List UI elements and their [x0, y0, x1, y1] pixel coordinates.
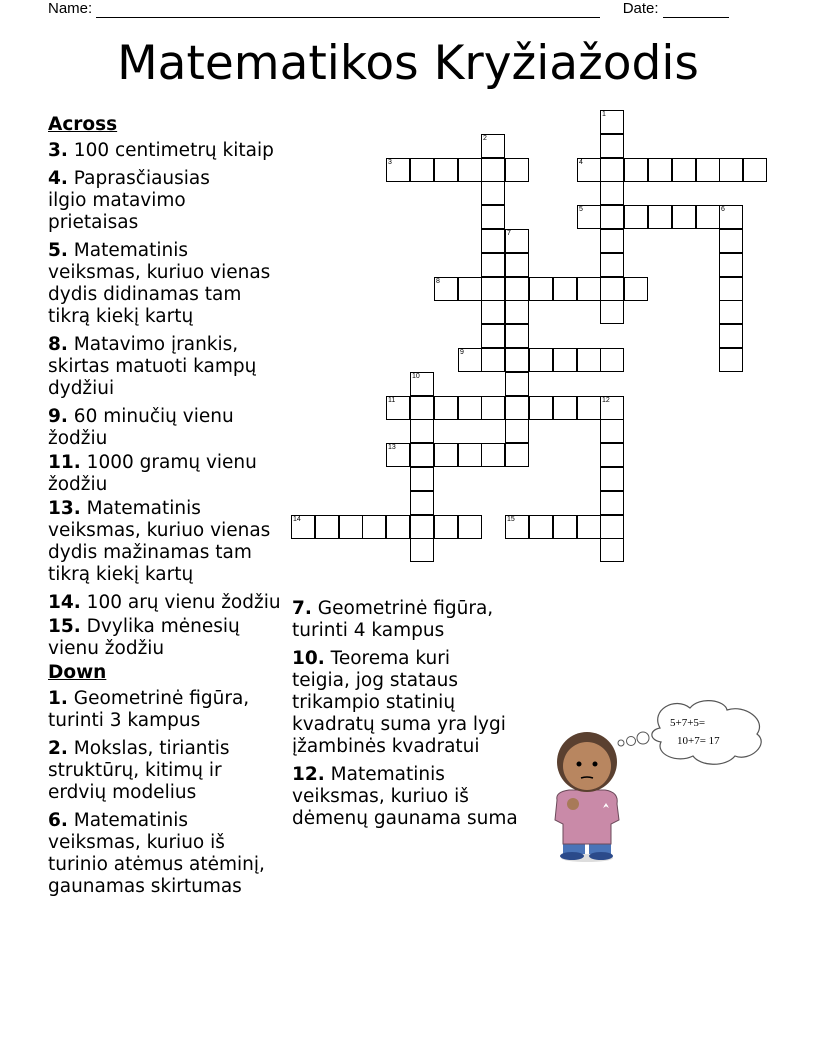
- grid-cell[interactable]: [600, 419, 624, 443]
- grid-cell[interactable]: [410, 396, 434, 420]
- across-heading: Across: [48, 114, 118, 135]
- grid-cell[interactable]: [600, 348, 624, 372]
- clue-number: 5.: [48, 240, 68, 261]
- grid-cell[interactable]: [577, 158, 601, 182]
- grid-cell[interactable]: [481, 300, 505, 324]
- cell-number: 1: [602, 111, 606, 118]
- grid-cell[interactable]: [505, 158, 529, 182]
- clue-text: Matematinis veiksmas, kuriuo vienas dydis didinamas tam tikrą kiekį kartų: [48, 240, 271, 327]
- grid-cell[interactable]: [434, 443, 458, 467]
- grid-cell[interactable]: [458, 277, 482, 301]
- grid-cell[interactable]: [505, 372, 529, 396]
- grid-cell[interactable]: [719, 253, 743, 277]
- clue-text: Dvylika mėnesių vienu žodžiu: [48, 616, 240, 659]
- grid-cell[interactable]: [481, 205, 505, 229]
- grid-cell[interactable]: [481, 348, 505, 372]
- across-clue: [48, 498, 284, 586]
- clue-text: Mokslas, tiriantis struktūrų, kitimų ir erdvių modelius: [48, 738, 230, 803]
- grid-cell[interactable]: [624, 205, 648, 229]
- grid-cell[interactable]: [648, 158, 672, 182]
- down-clue: [48, 738, 284, 804]
- cell-number: 2: [483, 135, 487, 142]
- grid-cell[interactable]: [624, 277, 648, 301]
- grid-cell[interactable]: [719, 277, 743, 301]
- grid-cell[interactable]: [600, 538, 624, 562]
- across-clue: [48, 452, 284, 496]
- grid-cell[interactable]: [719, 348, 743, 372]
- clue-number: 13.: [48, 498, 81, 519]
- cell-number: 15: [507, 516, 515, 523]
- across-clue: [48, 140, 284, 162]
- across-clue: [48, 240, 284, 328]
- down-heading: Down: [48, 662, 107, 683]
- date-label: Date:: [622, 0, 659, 17]
- thinking-child-illustration: [545, 700, 775, 865]
- cell-number: 8: [436, 278, 440, 285]
- date-field[interactable]: [663, 3, 729, 18]
- grid-cell[interactable]: [505, 419, 529, 443]
- grid-cell[interactable]: [434, 277, 458, 301]
- down-clue: [292, 764, 528, 830]
- grid-cell[interactable]: [600, 443, 624, 467]
- grid-cell[interactable]: [529, 348, 553, 372]
- clue-text: Teorema kuri teigia, jog stataus trikampio statinių kvadratų suma yra lygi įžambinės kvadratui: [292, 648, 506, 757]
- grid-cell[interactable]: [481, 229, 505, 253]
- grid-cell[interactable]: [339, 515, 363, 539]
- header: [48, 0, 729, 18]
- grid-cell[interactable]: [434, 396, 458, 420]
- across-clue: [48, 592, 284, 614]
- grid-cell[interactable]: [434, 515, 458, 539]
- grid-cell[interactable]: [600, 396, 624, 420]
- cell-number: 3: [388, 159, 392, 166]
- down-clue: [48, 810, 284, 898]
- bubble-line-1: 5+7+5=: [670, 717, 706, 729]
- page-title: Matematikos Kryžiažodis: [117, 36, 699, 91]
- clues-left-column: [48, 114, 284, 904]
- clue-text: 60 minučių vienu žodžiu: [48, 406, 234, 449]
- grid-cell[interactable]: [481, 158, 505, 182]
- grid-cell[interactable]: [410, 515, 434, 539]
- clue-text: Matavimo įrankis, skirtas matuoti kampų dydžiui: [48, 334, 257, 399]
- cell-number: 12: [602, 397, 610, 404]
- grid-cell[interactable]: [696, 205, 720, 229]
- grid-cell[interactable]: [481, 253, 505, 277]
- clue-number: 6.: [48, 810, 68, 831]
- clue-text: Matematinis veiksmas, kuriuo iš dėmenų gaunama suma: [292, 764, 518, 829]
- grid-cell[interactable]: [505, 229, 529, 253]
- grid-cell[interactable]: [719, 205, 743, 229]
- grid-cell[interactable]: [481, 277, 505, 301]
- grid-cell[interactable]: [600, 110, 624, 134]
- down-clue: [48, 688, 284, 732]
- cell-number: 5: [579, 206, 583, 213]
- grid-cell[interactable]: [481, 181, 505, 205]
- grid-cell[interactable]: [410, 491, 434, 515]
- clues-right-column: [292, 598, 528, 836]
- cell-number: 6: [721, 206, 725, 213]
- grid-cell[interactable]: [600, 515, 624, 539]
- clue-number: 12.: [292, 764, 325, 785]
- grid-cell[interactable]: [505, 324, 529, 348]
- clue-number: 11.: [48, 452, 81, 473]
- clue-number: 3.: [48, 140, 68, 161]
- clue-number: 15.: [48, 616, 81, 637]
- grid-cell[interactable]: [553, 396, 577, 420]
- clue-number: 10.: [292, 648, 325, 669]
- grid-cell[interactable]: [553, 277, 577, 301]
- thought-bubble: [618, 701, 761, 765]
- clue-text: 100 centimetrų kitaip: [73, 140, 274, 161]
- grid-cell[interactable]: [410, 443, 434, 467]
- grid-cell[interactable]: [719, 324, 743, 348]
- clue-number: 8.: [48, 334, 68, 355]
- grid-cell[interactable]: [600, 205, 624, 229]
- grid-cell[interactable]: [410, 158, 434, 182]
- grid-cell[interactable]: [434, 158, 458, 182]
- grid-cell[interactable]: [458, 348, 482, 372]
- grid-cell[interactable]: [481, 134, 505, 158]
- down-clue: [292, 598, 528, 642]
- grid-cell[interactable]: [505, 253, 529, 277]
- clue-text: Paprasčiausias ilgio matavimo prietaisas: [48, 168, 210, 233]
- grid-cell[interactable]: [600, 253, 624, 277]
- grid-cell[interactable]: [410, 467, 434, 491]
- grid-cell[interactable]: [386, 515, 410, 539]
- grid-cell[interactable]: [410, 372, 434, 396]
- name-label: Name:: [48, 0, 93, 17]
- grid-cell[interactable]: [719, 158, 743, 182]
- grid-cell[interactable]: [505, 277, 529, 301]
- across-clue: [48, 406, 284, 450]
- grid-cell[interactable]: [410, 538, 434, 562]
- across-clue: [48, 334, 284, 400]
- grid-cell[interactable]: [719, 300, 743, 324]
- cell-number: 10: [412, 373, 420, 380]
- grid-cell[interactable]: [577, 396, 601, 420]
- grid-cell[interactable]: [386, 158, 410, 182]
- grid-cell[interactable]: [577, 277, 601, 301]
- grid-cell[interactable]: [553, 348, 577, 372]
- clue-text: Matematinis veiksmas, kuriuo iš turinio atėmus atėminį, gaunamas skirtumas: [48, 810, 265, 897]
- grid-cell[interactable]: [315, 515, 339, 539]
- grid-cell[interactable]: [386, 443, 410, 467]
- grid-cell[interactable]: [505, 443, 529, 467]
- clue-number: 9.: [48, 406, 68, 427]
- grid-cell[interactable]: [458, 396, 482, 420]
- grid-cell[interactable]: [481, 324, 505, 348]
- grid-cell[interactable]: [648, 205, 672, 229]
- cell-number: 7: [507, 230, 511, 237]
- grid-cell[interactable]: [600, 229, 624, 253]
- grid-cell[interactable]: [600, 158, 624, 182]
- clue-number: 2.: [48, 738, 68, 759]
- across-clue: [48, 168, 223, 234]
- grid-cell[interactable]: [458, 515, 482, 539]
- cell-number: 9: [460, 349, 464, 356]
- grid-cell[interactable]: [743, 158, 767, 182]
- grid-cell[interactable]: [672, 205, 696, 229]
- grid-cell[interactable]: [291, 515, 315, 539]
- grid-cell[interactable]: [672, 158, 696, 182]
- grid-cell[interactable]: [600, 277, 624, 301]
- grid-cell[interactable]: [624, 158, 648, 182]
- clue-number: 4.: [48, 168, 68, 189]
- across-clue: [48, 616, 284, 660]
- grid-cell[interactable]: [505, 300, 529, 324]
- grid-cell[interactable]: [505, 348, 529, 372]
- grid-cell[interactable]: [600, 491, 624, 515]
- clue-text: 100 arų vienu žodžiu: [86, 592, 281, 613]
- clue-text: 1000 gramų vienu žodžiu: [48, 452, 257, 495]
- grid-cell[interactable]: [696, 158, 720, 182]
- grid-cell[interactable]: [362, 515, 386, 539]
- grid-cell[interactable]: [600, 134, 624, 158]
- grid-cell[interactable]: [505, 396, 529, 420]
- grid-cell[interactable]: [600, 181, 624, 205]
- grid-cell[interactable]: [505, 515, 529, 539]
- clue-text: Geometrinė figūra, turinti 4 kampus: [292, 598, 494, 641]
- child-figure: [555, 732, 619, 862]
- grid-cell[interactable]: [577, 515, 601, 539]
- grid-cell[interactable]: [600, 300, 624, 324]
- bubble-line-2: 10+7= 17: [677, 735, 720, 747]
- clue-text: Geometrinė figūra, turinti 3 kampus: [48, 688, 250, 731]
- grid-cell[interactable]: [600, 467, 624, 491]
- clue-number: 7.: [292, 598, 312, 619]
- grid-cell[interactable]: [386, 396, 410, 420]
- cell-number: 11: [388, 397, 396, 404]
- cell-number: 13: [388, 444, 396, 451]
- clue-text: Matematinis veiksmas, kuriuo vienas dydis mažinamas tam tikrą kiekį kartų: [48, 498, 271, 585]
- grid-cell[interactable]: [481, 443, 505, 467]
- grid-cell[interactable]: [577, 348, 601, 372]
- name-field[interactable]: [96, 3, 600, 18]
- grid-cell[interactable]: [410, 419, 434, 443]
- grid-cell[interactable]: [529, 515, 553, 539]
- cell-number: 14: [293, 516, 301, 523]
- down-clue: [292, 648, 512, 758]
- grid-cell[interactable]: [458, 443, 482, 467]
- grid-cell[interactable]: [719, 229, 743, 253]
- grid-cell[interactable]: [458, 158, 482, 182]
- grid-cell[interactable]: [577, 205, 601, 229]
- clue-number: 14.: [48, 592, 81, 613]
- grid-cell[interactable]: [529, 396, 553, 420]
- cell-number: 4: [579, 159, 583, 166]
- clue-number: 1.: [48, 688, 68, 709]
- grid-cell[interactable]: [553, 515, 577, 539]
- grid-cell[interactable]: [529, 277, 553, 301]
- grid-cell[interactable]: [481, 396, 505, 420]
